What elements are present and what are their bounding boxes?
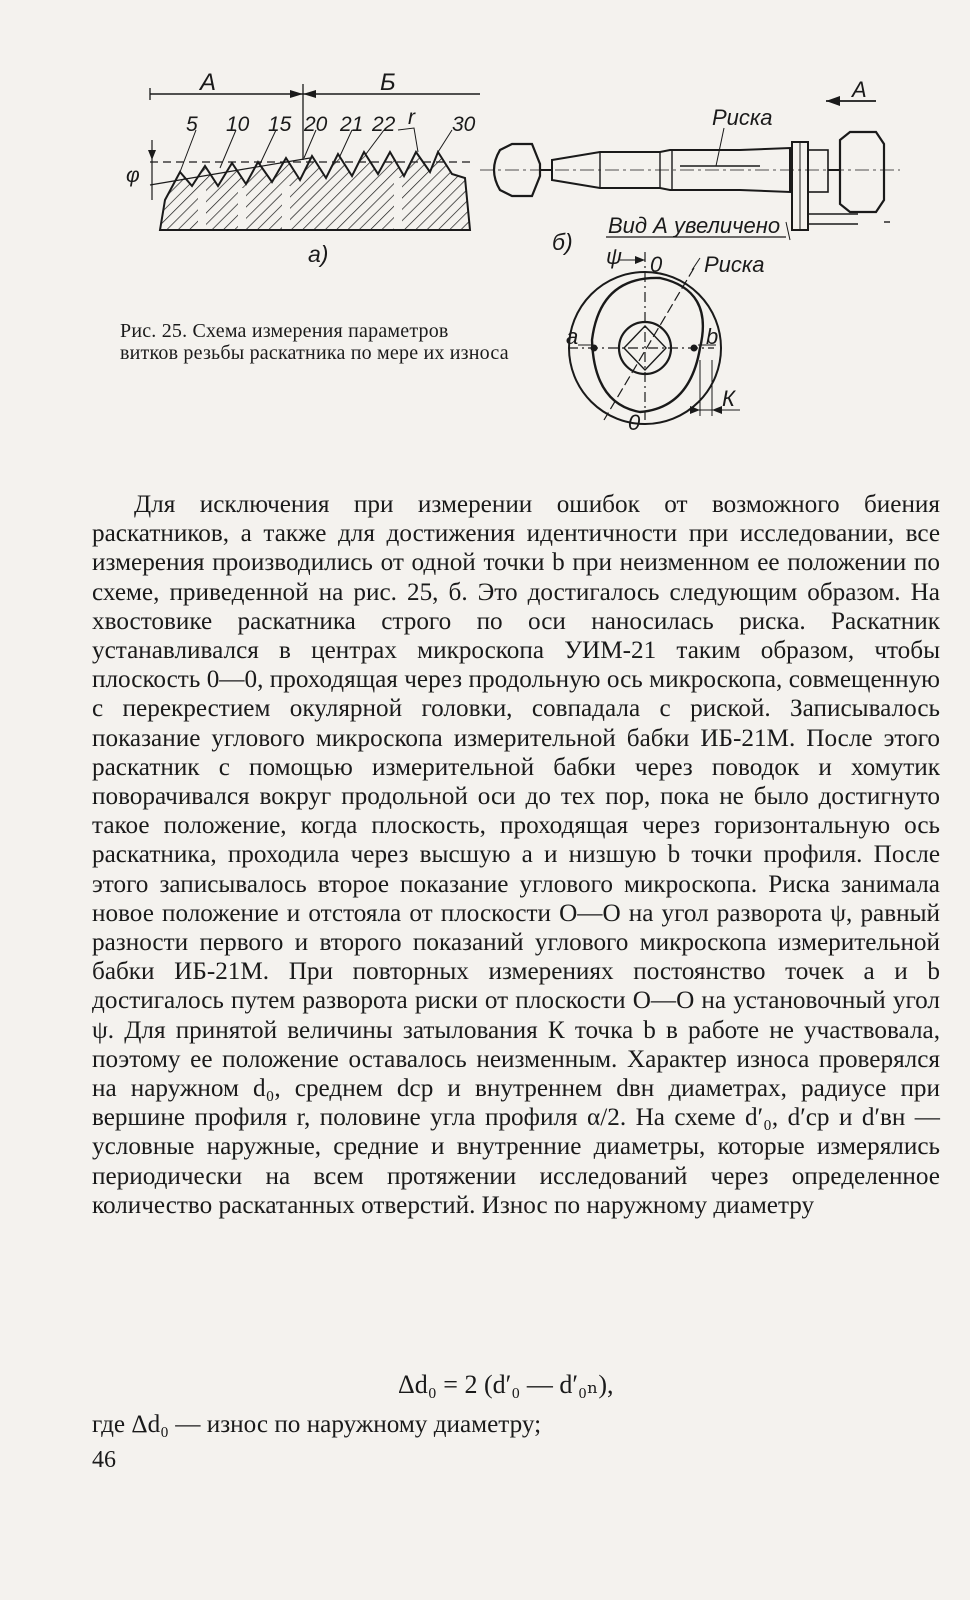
thread-number-22: 22: [372, 113, 396, 136]
body-text: [92, 490, 940, 1220]
thread-number-15: 15: [268, 113, 292, 136]
k-label: К: [722, 386, 735, 411]
riska-label-top: Риска: [712, 105, 773, 130]
riska-label-circle: Риска: [704, 252, 765, 277]
wear-formula: Δd₀ = 2 (d′₀ — d′₀ₙ),: [398, 1370, 614, 1399]
point-b-label: b: [706, 324, 719, 349]
plane-o-top: 0: [650, 252, 663, 277]
figure-caption: Рис. 25. Схема измерения параметров витков резьбы раскатника по мере их износа: [120, 320, 509, 364]
figure-drawing: [0, 0, 970, 470]
plane-o-bottom: 0: [628, 410, 641, 435]
point-a-label: a: [566, 324, 579, 349]
figure-25: [0, 0, 970, 470]
subfigure-a-label: а): [308, 241, 329, 267]
view-a-label: Вид А увеличено: [608, 213, 781, 238]
thread-number-21: 21: [340, 113, 364, 136]
thread-number-10: 10: [226, 113, 250, 136]
thread-number-20: 20: [304, 113, 328, 136]
body-paragraph: Для исключения при измерении ошибок от возможного биения раскатников, а также для достижения идентичности при исследовании, все измерения производились от одной точки b при неизменном ее положении по схеме, приведенной на рис. 25, б. Это достигалось следующим образом. На хвостовике раскатника строго по оси наносилась риска. Раскатник устанавливался в центрах микроскопа УИМ-21 таким образом, чтобы плоскость 0—0, проходящая через продольную ось микроскопа, совмещенную с перекрестием окулярной головки, совпадала с риской. Записывалось показание углового микроскопа измерительной бабки ИБ-21М. После этого раскатник с помощью измерительной бабки через поводок и хомутик поворачивался вокруг продольной оси до тех пор, пока не было достигнуто такое положение, когда плоскость, проходящая через горизонтальную ось раскатника, проходила через высшую a и низшую b точки профиля. После этого записывалось второе показание углового микроскопа. Риска занимала новое положение и отстояла от плоскости О—О на угол разворота ψ, равный разности первого и второго показаний углового микроскопа измерительной бабки ИБ-21М. При повторных измерениях постоянство точек a и b достигалось путем разворота риски от плоскости О—О на установочный угол ψ. Для принятой величины затылования К точка b в работе не участвовала, поэтому ее положение оставалось неизменным. Характер износа проверялся на наружном d₀, среднем dср и внутреннем dвн диаметрах, радиусе при вершине профиля r, половине угла профиля α/2. На схеме d′₀, d′ср и d′вн — условные наружные, средние и внутренние диаметры, которые измерялись периодически на всем протяжении исследований через определенное количество раскатанных отверстий. Износ по наружному диаметру: [92, 491, 940, 1219]
page-number: 46: [92, 1447, 116, 1473]
thread-number-30: 30: [452, 113, 476, 136]
subfigure-b-label: б): [552, 229, 573, 255]
thread-number-5: 5: [186, 113, 198, 136]
psi-label: ψ: [606, 244, 623, 269]
phi-label: φ: [126, 164, 140, 187]
radius-label: r: [408, 106, 415, 129]
arrow-a-label: А: [852, 77, 867, 102]
zone-b-label: Б: [380, 69, 396, 96]
formula-explanation: где Δd₀ — износ по наружному диаметру;: [92, 1411, 542, 1438]
thread-profile: [148, 84, 480, 230]
zone-a-label: А: [200, 69, 217, 96]
